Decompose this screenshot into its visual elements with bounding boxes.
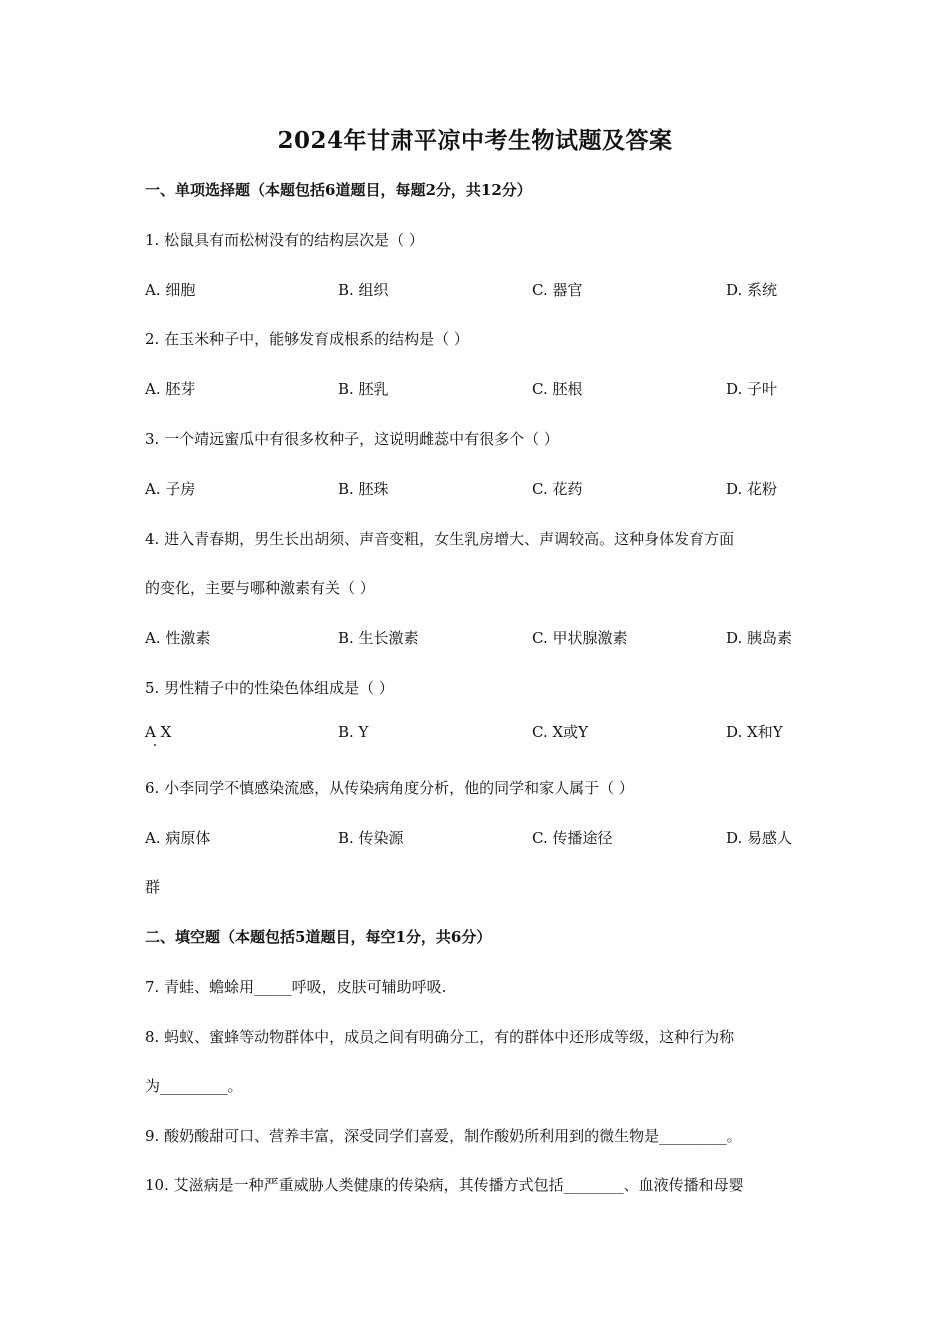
stray-dot-mark (154, 744, 156, 746)
q6-option-b: B. 传染源 (338, 829, 404, 847)
question-2: 2. 在玉米种子中，能够发育成根系的结构是（ ） (145, 330, 469, 348)
question-7: 7. 青蛙、蟾蜍用_____呼吸，皮肤可辅助呼吸. (145, 978, 447, 996)
question-4-line-1: 4. 进入青春期，男生长出胡须、声音变粗，女生乳房增大、声调较高。这种身体发育方面 (145, 530, 735, 548)
question-10: 10. 艾滋病是一种严重威胁人类健康的传染病，其传播方式包括________、血液传播和母婴 (145, 1176, 744, 1194)
q2-option-b: B. 胚乳 (338, 380, 389, 398)
q5-option-c: C. X或Y (532, 723, 589, 741)
q3-option-d: D. 花粉 (726, 480, 778, 498)
q3-option-c: C. 花药 (532, 480, 583, 498)
q1-option-c: C. 器官 (532, 281, 583, 299)
section-heading-choice: 一、单项选择题（本题包括6道题目，每题2分，共12分） (145, 181, 532, 199)
q1-option-a: A. 细胞 (145, 281, 196, 299)
q4-option-d: D. 胰岛素 (726, 629, 793, 647)
question-5: 5. 男性精子中的性染色体组成是（ ） (145, 679, 394, 697)
q3-option-b: B. 胚珠 (338, 480, 389, 498)
q4-option-c: C. 甲状腺激素 (532, 629, 628, 647)
q2-option-c: C. 胚根 (532, 380, 583, 398)
section-heading-fill-in: 二、填空题（本题包括5道题目，每空1分，共6分） (145, 928, 492, 946)
q3-option-a: A. 子房 (145, 480, 196, 498)
question-8-line-2: 为_________。 (145, 1077, 243, 1095)
question-9: 9. 酸奶酸甜可口、营养丰富，深受同学们喜爱，制作酸奶所利用到的微生物是_________。 (145, 1127, 742, 1145)
q4-option-a: A. 性激素 (145, 629, 211, 647)
q2-option-d: D. 子叶 (726, 380, 778, 398)
page-title: 2024年甘肃平凉中考生物试题及答案 (277, 127, 673, 154)
q5-option-b: B. Y (338, 723, 369, 741)
q6-option-d: D. 易感人 (726, 829, 793, 847)
q6-option-c: C. 传播途径 (532, 829, 613, 847)
q6-option-a: A. 病原体 (145, 829, 211, 847)
q5-option-d: D. X和Y (726, 723, 783, 741)
q1-option-d: D. 系统 (726, 281, 778, 299)
question-1: 1. 松鼠具有而松树没有的结构层次是（ ） (145, 231, 424, 249)
q4-option-b: B. 生长激素 (338, 629, 419, 647)
question-3: 3. 一个靖远蜜瓜中有很多枚种子，这说明雌蕊中有很多个（ ） (145, 430, 559, 448)
question-8-line-1: 8. 蚂蚁、蜜蜂等动物群体中，成员之间有明确分工，有的群体中还形成等级，这种行为称 (145, 1028, 735, 1046)
q2-option-a: A. 胚芽 (145, 380, 196, 398)
q5-option-a: A X (145, 723, 172, 741)
question-6: 6. 小李同学不慎感染流感，从传染病角度分析，他的同学和家人属于（ ） (145, 779, 634, 797)
q6-option-d-wrap: 群 (145, 878, 161, 896)
q1-option-b: B. 组织 (338, 281, 389, 299)
question-4-line-2: 的变化，主要与哪种激素有关（ ） (145, 579, 375, 597)
